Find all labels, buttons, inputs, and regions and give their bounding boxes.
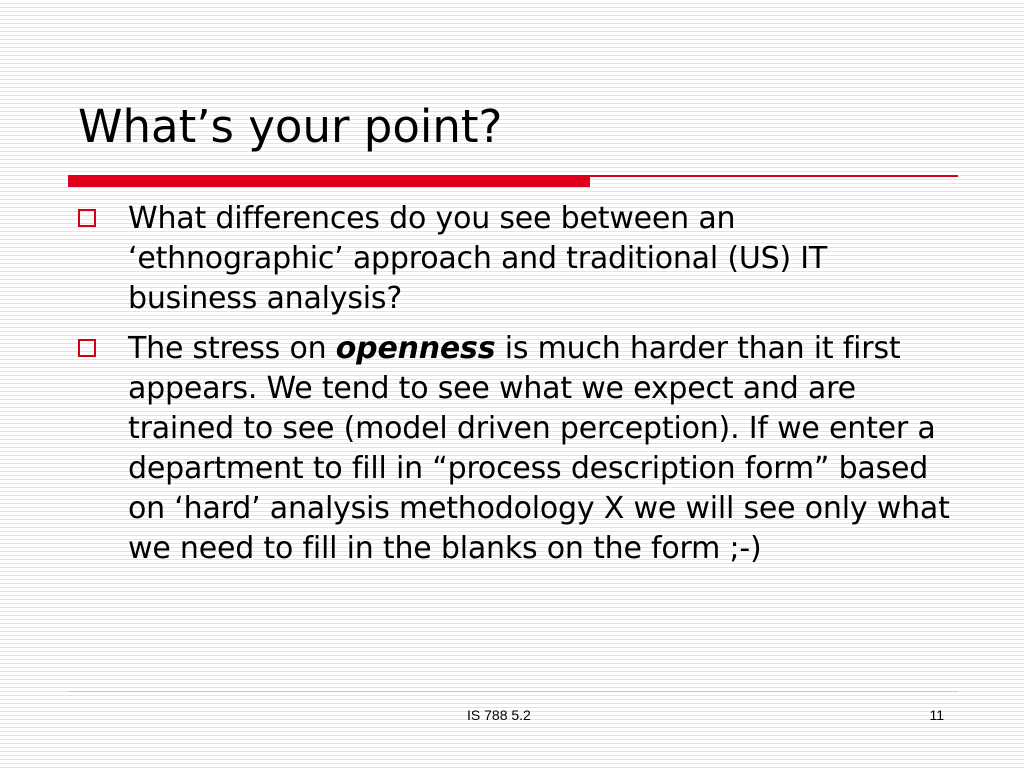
title-underline-thick [68, 175, 590, 187]
square-bullet-icon [78, 209, 96, 227]
page-number: 11 [929, 707, 944, 723]
footer-divider [68, 691, 958, 692]
bullet-text-after: is much harder than it first appears. We tend to see what we expect and are trained to see (model driven perception). If we enter a department to fill in “process description form” based on ‘hard’ analysis methodology X we will see only what we need to fill in the blanks on the form ;-) [128, 331, 950, 566]
bullet-list [78, 199, 958, 579]
slide-title: What’s your point? [78, 100, 503, 153]
title-underline-thin [590, 175, 958, 177]
bullet-text: What differences do you see between an ‘ethnographic’ approach and traditional (US) IT business analysis? [128, 201, 828, 316]
bullet-text [128, 331, 950, 566]
footer-course-label: IS 788 5.2 [467, 707, 531, 723]
emphasis-openness: openness [335, 331, 496, 366]
bullet-item-openness [78, 329, 958, 569]
square-bullet-icon [78, 339, 96, 357]
bullet-text-before: The stress on [128, 331, 336, 366]
bullet-item-differences [78, 199, 958, 319]
